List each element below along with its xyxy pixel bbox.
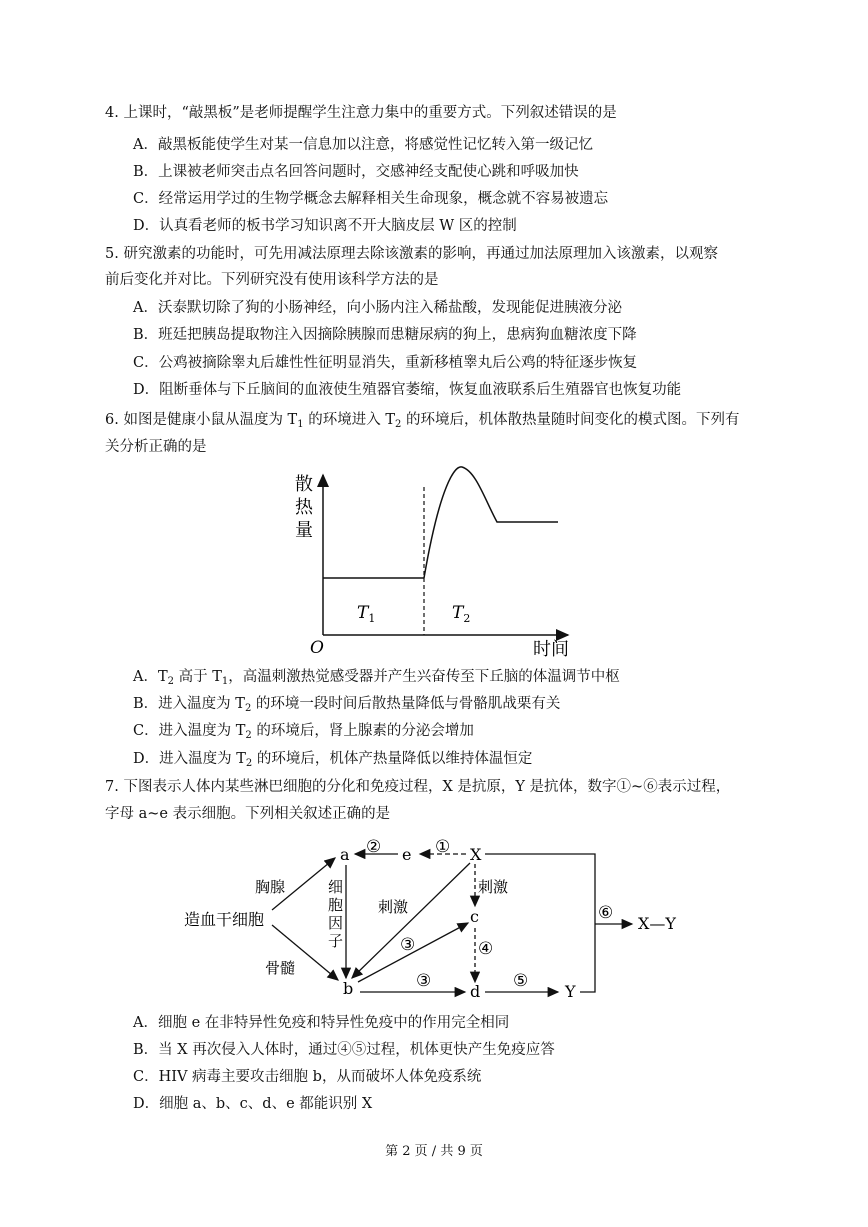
cell-e: e: [402, 845, 412, 864]
heat-dissipation-graph: [280, 455, 590, 665]
q4-option-d: D．认真看老师的板书学习知识离不开大脑皮层 W 区的控制: [133, 218, 517, 234]
antibody-y: Y: [565, 982, 576, 1001]
q6-option-a: A．$T_2$ 高于 $T_1$，高温刺激热觉感受器并产生兴奋传至下丘脑的体温调节中枢: [133, 669, 620, 687]
q5-option-d: D．阻断垂体与下丘脑间的血液使生殖器官萎缩，恢复血液联系后生殖器官也恢复功能: [133, 382, 682, 398]
cytokine-label-char-1: 细: [328, 878, 344, 896]
q6-option-d: D．进入温度为 $T_2$ 的环境后，机体产热量降低以维持体温恒定: [133, 751, 533, 769]
q6-option-b: B．进入温度为 $T_2$ 的环境一段时间后散热量降低与骨骼肌战栗有关: [133, 696, 561, 714]
y-axis-label-char-1: 散: [295, 474, 313, 495]
cytokine-label-char-3: 因: [328, 914, 344, 932]
q4-option-c: C．经常运用学过的生物学概念去解释相关生命现象，概念就不容易被遗忘: [133, 191, 609, 207]
q5-stem-line1: 5. 研究激素的功能时，可先用减法原理去除该激素的影响，再通过加法原理加入该激素，以观察: [105, 246, 718, 262]
cytokine-label-char-4: 子: [328, 932, 344, 950]
q5-option-c: C．公鸡被摘除睾丸后雄性性征明显消失，重新移植睾丸后公鸡的特征逐步恢复: [133, 355, 638, 371]
thymus-label: 胸腺: [255, 878, 286, 896]
stem-cell-label: 造血干细胞: [184, 910, 265, 929]
cell-d: d: [470, 982, 481, 1001]
stimulus-label-1: 刺激: [378, 898, 409, 916]
process-3-upper: ③: [400, 935, 416, 955]
origin-label: O: [310, 638, 324, 658]
q4-option-a: A．敲黑板能使学生对某一信息加以注意，将感觉性记忆转入第一级记忆: [133, 137, 593, 153]
process-1: ①: [435, 837, 451, 857]
arrow-b-to-c: [358, 923, 468, 982]
process-6: ⑥: [598, 903, 614, 923]
q7-stem-line2: 字母 a~e 表示细胞。下列相关叙述正确的是: [105, 806, 391, 822]
t2-region-label: $T_2$: [452, 603, 471, 625]
t2-heat-curve: [424, 467, 558, 578]
q6-stem-line1: 6. 如图是健康小鼠从温度为 $T_1$ 的环境进入 $T_2$ 的环境后，机体散热量随时间变化的模式图。下列有: [105, 412, 740, 430]
process-4: ④: [478, 939, 494, 959]
arrow-x-to-b: [352, 863, 470, 978]
antigen-antibody-complex: X—Y: [638, 914, 676, 933]
y-axis-label-char-2: 热: [295, 497, 313, 518]
process-5: ⑤: [513, 971, 529, 991]
t1-region-label: $T_1$: [357, 603, 376, 625]
x-axis-label: 时间: [533, 639, 569, 660]
q4-option-b: B．上课被老师突击点名回答问题时，交感神经支配使心跳和呼吸加快: [133, 164, 579, 180]
stimulus-label-2: 刺激: [478, 878, 509, 896]
cytokine-label-char-2: 胞: [328, 896, 344, 914]
antigen-x: X: [470, 845, 482, 864]
cell-b: b: [343, 979, 354, 998]
q7-stem-line1: 7. 下图表示人体内某些淋巴细胞的分化和免疫过程，X 是抗原，Y 是抗体，数字①~⑥表示过程，: [105, 779, 731, 795]
q7-option-a: A．细胞 e 在非特异性免疫和特异性免疫中的作用完全相同: [133, 1015, 510, 1031]
immune-process-diagram: [180, 830, 700, 1010]
q6-stem-line2: 关分析正确的是: [105, 439, 207, 455]
process-3-lower: ③: [416, 971, 432, 991]
q4-stem: 4. 上课时，“敲黑板”是老师提醒学生注意力集中的重要方式。下列叙述错误的是: [105, 105, 617, 121]
q6-option-c: C．进入温度为 $T_2$ 的环境后，肾上腺素的分泌会增加: [133, 723, 474, 741]
page-footer: 第 2 页 / 共 9 页: [385, 1144, 483, 1159]
bracket-x-y: [485, 854, 595, 992]
cell-a: a: [340, 845, 350, 864]
cell-c: c: [470, 907, 479, 926]
q5-stem-line2: 前后变化并对比。下列研究没有使用该科学方法的是: [105, 272, 439, 288]
y-axis-label-char-3: 量: [295, 520, 313, 541]
q7-option-b: B．当 X 再次侵入人体时，通过④⑤过程，机体更快产生免疫应答: [133, 1042, 555, 1058]
q7-option-c: C．HIV 病毒主要攻击细胞 b，从而破坏人体免疫系统: [133, 1069, 482, 1085]
q5-option-a: A．沃泰默切除了狗的小肠神经，向小肠内注入稀盐酸，发现能促进胰液分泌: [133, 300, 622, 316]
marrow-label: 骨髓: [265, 959, 296, 977]
process-2: ②: [366, 837, 382, 857]
q7-option-d: D．细胞 a、b、c、d、e 都能识别 X: [133, 1096, 373, 1112]
q5-option-b: B．班廷把胰岛提取物注入因摘除胰腺而患糖尿病的狗上，患病狗血糖浓度下降: [133, 327, 637, 343]
